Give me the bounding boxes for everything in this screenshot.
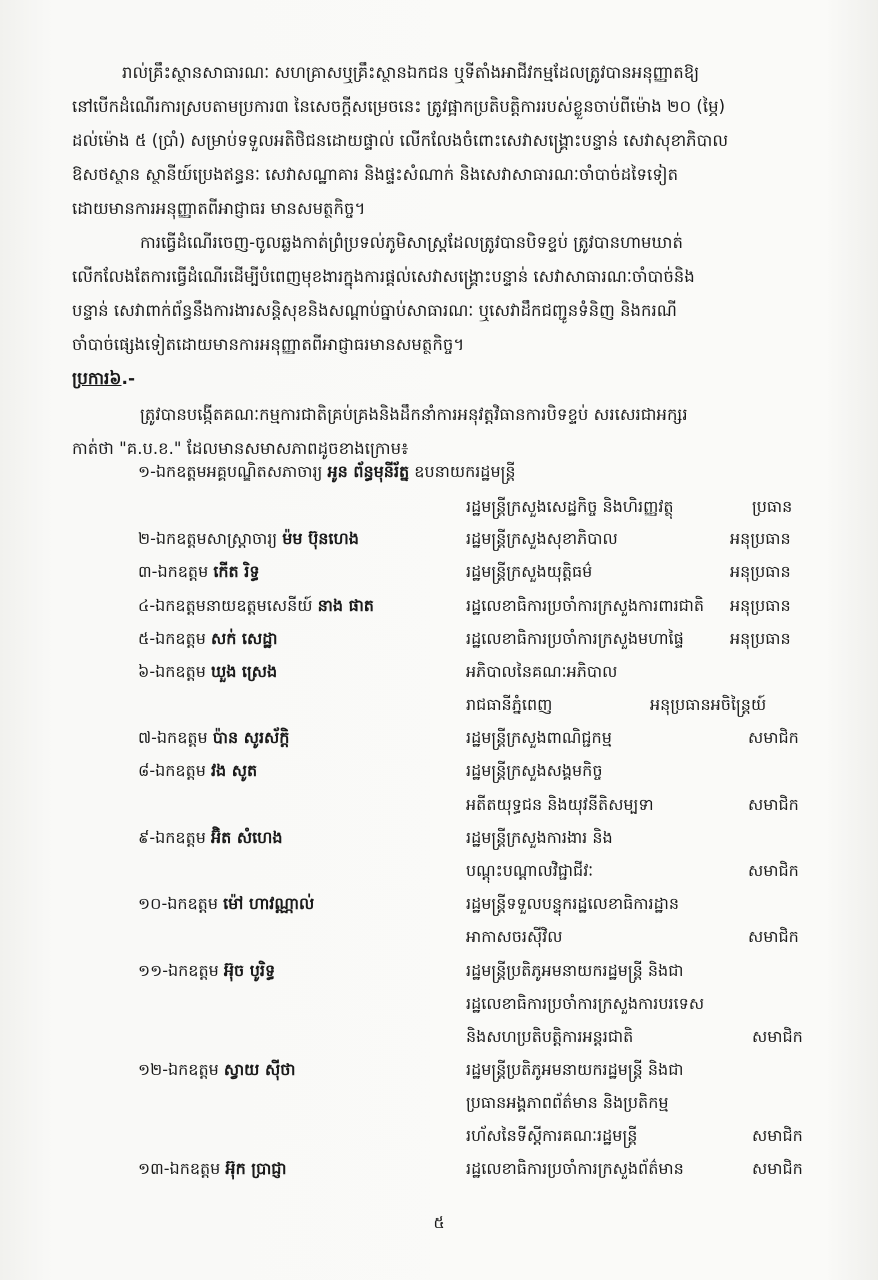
member-position: រដ្ឋលេខាធិការប្រចាំការក្រសួងការពារជាតិ: [466, 596, 705, 615]
paragraph-travel-restrictions: [72, 226, 816, 362]
member-prefix: ៨-ឯកឧត្ដម: [138, 761, 211, 780]
member-name-cell: [138, 595, 374, 617]
member-position: រដ្ឋមន្ត្រីក្រសួងយុត្តិធម៌: [466, 562, 593, 581]
member-name: ម៉ៅ ហាវណ្ណាល់: [223, 894, 315, 913]
member-prefix: ៣-ឯកឧត្ដម: [138, 562, 214, 581]
member-name-cell: [138, 1158, 287, 1180]
paragraph-committee-intro: [72, 398, 816, 466]
member-role: អនុប្រធាន: [730, 596, 791, 615]
member-name-cell: [138, 461, 516, 483]
member-role: អនុប្រធាន: [730, 629, 791, 648]
member-prefix: ២-ឯកឧត្ដមសាស្ត្រាចារ្យ: [138, 529, 283, 548]
member-name: អ៊ុក ប្រាជ្ញា: [225, 1159, 287, 1178]
member-role: អនុប្រធាន: [730, 529, 791, 548]
member-position: រដ្ឋមន្ត្រីប្រតិភូអមនាយករដ្ឋមន្ត្រី និងជា: [466, 1060, 684, 1079]
member-name-cell: [138, 827, 283, 849]
member-role: សមាជិក: [748, 861, 799, 880]
member-position: ប្រធានអង្គភាពព័ត៌មាន និងប្រតិកម្ម: [466, 1093, 669, 1112]
member-position: និងសហប្រតិបត្តិការអន្តរជាតិ: [466, 1027, 634, 1046]
member-position: បណ្ដុះបណ្ដាលវិជ្ជាជីវៈ: [466, 861, 594, 880]
member-name-cell: [138, 760, 257, 782]
member-role: សមាជិក: [748, 728, 799, 747]
member-name-cell: [138, 661, 277, 683]
member-prefix: ១១-ឯកឧត្ដម: [138, 961, 224, 980]
paragraph-line: ឱសថស្ថាន ស្ថានីយ៍ប្រេងឥន្ធនៈ សេវាសណ្ឋាគារ និងផ្ទះសំណាក់ និងសេវាសាធារណៈចាំបាច់ដទៃទៀត: [72, 165, 679, 184]
member-prefix: ៧-ឯកឧត្ដម: [138, 728, 213, 747]
member-prefix: ១-ឯកឧត្ដមអគ្គបណ្ឌិតសភាចារ្យ: [138, 462, 328, 481]
paragraph-line: នៅបើកដំណើរការស្របតាមប្រការ៣ នៃសេចក្ដីសម្រេចនេះ ត្រូវផ្អាកប្រតិបត្តិការរបស់ខ្លួនចាប់ពីម៉ោង ២០ (ម្ភៃ): [72, 97, 726, 116]
member-role: សមាជិក: [748, 927, 799, 946]
paragraph-line: រាល់គ្រឹះស្ថានសាធារណៈ សហគ្រាសឬគ្រឹះស្ថានឯកជន ឬទីតាំងអាជីវកម្មដែលត្រូវបានអនុញ្ញាតឱ្យ: [122, 63, 700, 82]
member-position: រហ័សនៃទីស្ដីការគណៈរដ្ឋមន្ត្រី: [466, 1126, 638, 1145]
article-heading: [72, 368, 135, 393]
paragraph-line: ត្រូវបានបង្កើតគណៈកម្មការជាតិគ្រប់គ្រងនិងដឹកនាំការអនុវត្តវិធានការបិទខ្ទប់ សរសេរជាអក្សរ: [140, 405, 688, 424]
member-position: អភិបាលនៃគណៈអភិបាល: [466, 662, 618, 681]
member-name-cell: [138, 561, 260, 583]
member-position: រដ្ឋមន្ត្រីក្រសួងសង្គមកិច្ច: [466, 761, 603, 780]
member-name: អ៊ុច បូរិទ្ធ: [223, 961, 276, 980]
member-role: ប្រធាន: [752, 497, 793, 516]
member-prefix: ៩-ឯកឧត្ដម: [138, 828, 211, 847]
paragraph-line: ការធ្វើដំណើរចេញ-ចូលឆ្លងកាត់ព្រំប្រទល់ភូមិសាស្ត្រដែលត្រូវបានបិទខ្ទប់ ត្រូវបានហាមឃាត់: [140, 233, 683, 252]
member-name: កើត រិទ្ធ: [213, 562, 260, 581]
member-name: ម៉ម ប៊ុនហេង: [282, 529, 359, 548]
member-role: សមាជិក: [752, 1159, 803, 1178]
member-name-cell: [138, 1059, 295, 1081]
member-role: អនុប្រធាន: [730, 562, 791, 581]
member-position: អតីតយុទ្ធជន និងយុវនីតិសម្បទា: [466, 795, 654, 814]
paragraph-line: កាត់ថា "គ.ប.ខ." ដែលមានសមាសភាពដូចខាងក្រោម៖: [72, 439, 409, 458]
page-number: ៥: [433, 1213, 445, 1232]
member-name: អ៊ិត សំហេង: [210, 828, 283, 847]
member-position: អាកាសចរស៊ីវិល: [466, 927, 563, 946]
member-prefix: ៥-ឯកឧត្ដម: [138, 629, 211, 648]
member-name-cell: [138, 727, 289, 749]
member-name: ស្វាយ ស៊ីថា: [223, 1060, 296, 1079]
member-name: នាង ផាត: [317, 596, 374, 615]
member-name-cell: [138, 628, 277, 650]
member-position: រដ្ឋមន្ត្រីក្រសួងពាណិជ្ជកម្ម: [466, 728, 612, 747]
member-name-cell: [138, 960, 275, 982]
paragraph-line: ចាំបាច់ផ្សេងទៀតដោយមានការអនុញ្ញាតពីអាជ្ញាធរមានសមត្ថកិច្ច។: [72, 335, 465, 354]
member-prefix: ១២-ឯកឧត្ដម: [138, 1060, 224, 1079]
member-role: សមាជិក: [752, 1027, 803, 1046]
member-role: សមាជិក: [748, 795, 799, 814]
member-position: រាជធានីភ្នំពេញ: [466, 695, 553, 714]
member-prefix: ១៣-ឯកឧត្ដម: [138, 1159, 226, 1178]
member-position: រដ្ឋមន្ត្រីក្រសួងការងារ និង: [466, 828, 613, 847]
member-position: រដ្ឋមន្ត្រីទទួលបន្ទុករដ្ឋលេខាធិការដ្ឋាន: [466, 894, 679, 913]
article-heading-label: ប្រការ៦: [72, 369, 122, 389]
member-name: ឃួង ស្រេង: [210, 662, 278, 681]
paragraph-line: បន្ទាន់ សេវាពាក់ព័ន្ធនឹងការងារសន្ដិសុខនិងសណ្ដាប់ធ្នាប់សាធារណៈ ឬសេវាដឹកជញ្ជូនទំនិញ និងករណី: [72, 301, 677, 320]
member-name: អូន ព័ន្ធមុនីរ័ត្ន: [327, 462, 410, 481]
member-prefix: ១០-ឯកឧត្ដម: [138, 894, 224, 913]
member-name-cell: [138, 893, 314, 915]
member-name-cell: [138, 528, 359, 550]
member-role: សមាជិក: [752, 1126, 803, 1145]
member-name: សក់ សេដ្ឋា: [210, 629, 278, 648]
member-prefix: ៦-ឯកឧត្ដម: [138, 662, 211, 681]
paragraph-line: ដល់ម៉ោង ៥ (ប្រាំ) សម្រាប់ទទួលអតិថិជនដោយផ្ទាល់ លើកលែងចំពោះសេវាសង្គ្រោះបន្ទាន់ សេវាសុខាភិបាល: [72, 131, 729, 150]
article-heading-suffix: .-: [121, 369, 135, 389]
member-name: ប៉ាន សូរស័ក្តិ: [212, 728, 290, 747]
member-position: រដ្ឋមន្ត្រីក្រសួងសុខាភិបាល: [466, 529, 618, 548]
member-position: រដ្ឋលេខាធិការប្រចាំការក្រសួងមហាផ្ទៃ: [466, 629, 684, 648]
member-position: រដ្ឋលេខាធិការប្រចាំការក្រសួងការបរទេស: [466, 994, 705, 1013]
member-position: រដ្ឋមន្ត្រីក្រសួងសេដ្ឋកិច្ច និងហិរញ្ញវត្ថុ: [466, 497, 674, 516]
member-name: វង សូត: [210, 761, 258, 780]
member-prefix: ៤-ឯកឧត្ដមនាយឧត្ដមសេនីយ៍: [138, 596, 318, 615]
paragraph-line: លើកលែងតែការធ្វើដំណើរដើម្បីបំពេញមុខងារក្នុងការផ្ដល់សេវាសង្គ្រោះបន្ទាន់ សេវាសាធារណៈចាំបាច់និង: [72, 267, 695, 286]
member-position: រដ្ឋលេខាធិការប្រចាំការក្រសួងព័ត៌មាន: [466, 1159, 684, 1178]
member-role: អនុប្រធានអចិន្ត្រៃយ៍: [650, 695, 767, 714]
paragraph-public-establishments: [72, 56, 816, 226]
member-position: រដ្ឋមន្ត្រីប្រតិភូអមនាយករដ្ឋមន្ត្រី និងជា: [466, 961, 684, 980]
member-suffix: ឧបនាយករដ្ឋមន្ត្រី: [409, 462, 516, 481]
paragraph-line: ដោយមានការអនុញ្ញាតពីអាជ្ញាធរ មានសមត្ថកិច្ច។: [72, 199, 366, 218]
